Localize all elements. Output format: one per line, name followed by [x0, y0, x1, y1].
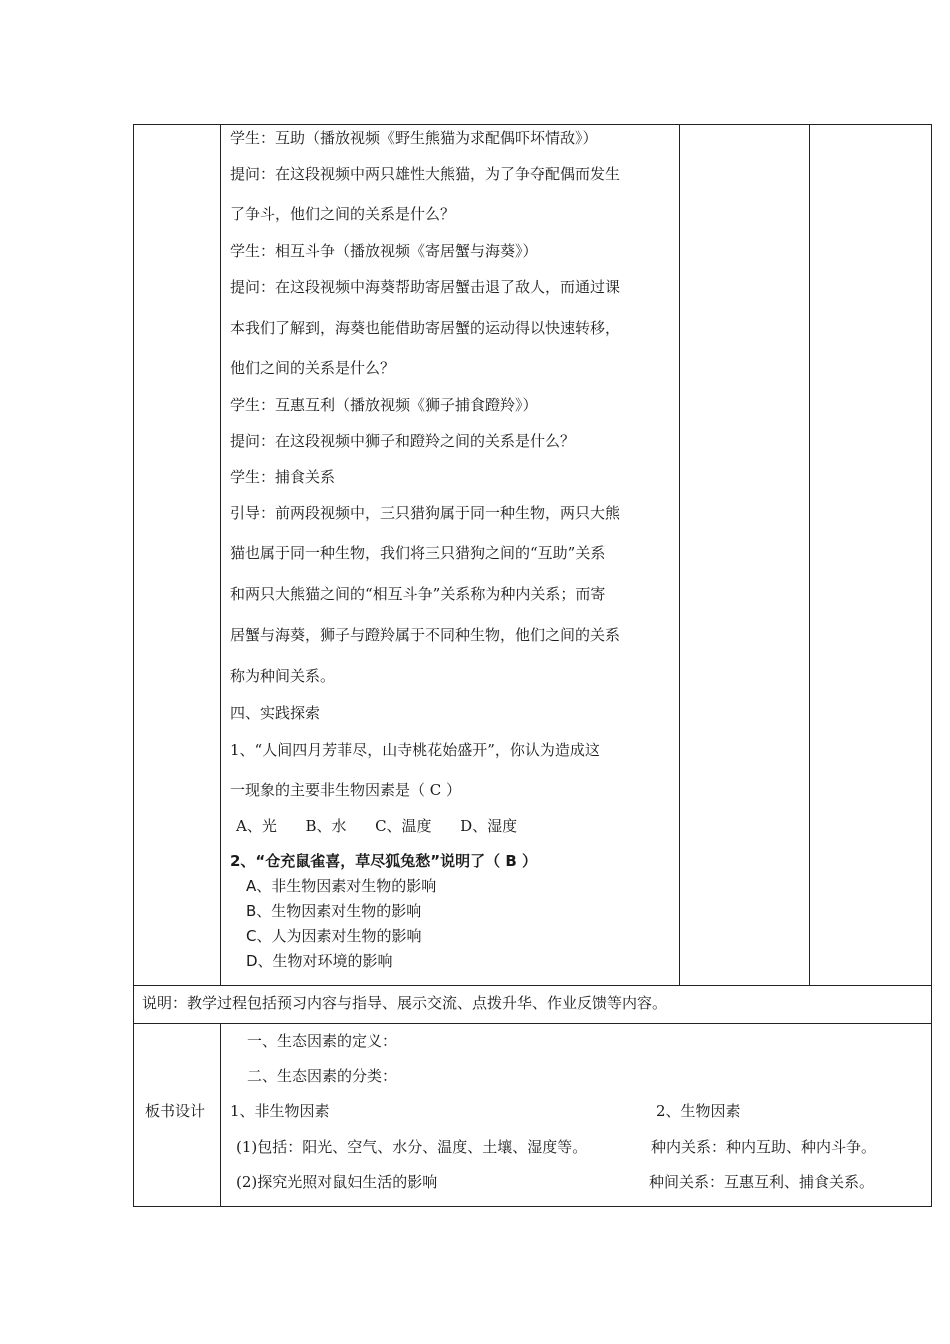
main-line-4: 学生：相互斗争（播放视频《寄居蟹与海葵》） [230, 242, 538, 260]
main-line-1: 学生：互助（播放视频《野生熊猫为求配偶吓坏情敌》） [230, 129, 598, 147]
board-left-3: (2)探究光照对鼠妇生活的影响 [236, 1173, 438, 1191]
q2-option-c: C、人为因素对生物的影响 [246, 927, 422, 945]
main-line-10: 学生：捕食关系 [230, 468, 336, 486]
q2-stem: 2、“仓充鼠雀喜，草尽狐兔愁”说明了（ B ） [230, 852, 538, 870]
row-divider-note-bottom [133, 1023, 932, 1024]
table-right-border [931, 124, 932, 1207]
q2-option-b: B、生物因素对生物的影响 [246, 902, 422, 920]
main-line-2: 提问：在这段视频中两只雄性大熊猫，为了争夺配偶而发生 [230, 165, 621, 183]
table-top-border [133, 124, 932, 125]
board-right-3: 种间关系：互惠互利、捕食关系。 [649, 1173, 875, 1191]
col-divider-1-board [220, 1023, 221, 1207]
q1-stem-line-2: 一现象的主要非生物因素是（ C ） [230, 781, 462, 799]
board-line-1: 一、生态因素的定义： [247, 1032, 398, 1050]
table-left-border [133, 124, 134, 1207]
section-heading: 四、实践探索 [230, 704, 321, 722]
main-line-15: 称为种间关系。 [230, 667, 336, 685]
main-line-8: 学生：互惠互利（播放视频《狮子捕食蹬羚》） [230, 396, 538, 414]
table-bottom-border [133, 1206, 932, 1207]
col-divider-1 [220, 124, 221, 986]
board-left-1: 1、非生物因素 [230, 1102, 330, 1120]
main-line-6: 本我们了解到，海葵也能借助寄居蟹的运动得以快速转移， [230, 319, 621, 337]
main-line-12: 猫也属于同一种生物，我们将三只猎狗之间的“互助”关系 [230, 544, 606, 562]
row-divider-note-top [133, 985, 932, 986]
board-line-2: 二、生态因素的分类： [247, 1067, 398, 1085]
board-left-2: (1)包括：阳光、空气、水分、温度、土壤、湿度等。 [236, 1138, 588, 1156]
col-divider-2 [679, 124, 680, 986]
q2-option-d: D、生物对环境的影响 [246, 952, 393, 970]
q2-option-a: A、非生物因素对生物的影响 [246, 877, 437, 895]
main-line-3: 了争斗，他们之间的关系是什么？ [230, 205, 456, 223]
main-line-11: 引导：前两段视频中，三只猎狗属于同一种生物，两只大熊 [230, 504, 621, 522]
main-line-14: 居蟹与海葵，狮子与蹬羚属于不同种生物，他们之间的关系 [230, 626, 621, 644]
main-line-13: 和两只大熊猫之间的“相互斗争”关系称为种内关系；而寄 [230, 585, 606, 603]
main-line-5: 提问：在这段视频中海葵帮助寄居蟹击退了敌人，而通过课 [230, 278, 621, 296]
board-right-2: 种内关系：种内互助、种内斗争。 [651, 1138, 877, 1156]
q1-stem-line-1: 1、“人间四月芳菲尽，山寺桃花始盛开”，你认为造成这 [230, 741, 600, 759]
main-line-9: 提问：在这段视频中狮子和蹬羚之间的关系是什么？ [230, 432, 576, 450]
note-text: 说明：教学过程包括预习内容与指导、展示交流、点拨升华、作业反馈等内容。 [142, 994, 668, 1012]
col-divider-3 [809, 124, 810, 986]
q1-options: A、光 B、水 C、温度 D、湿度 [236, 817, 518, 835]
board-right-1: 2、生物因素 [656, 1102, 741, 1120]
board-label: 板书设计 [145, 1102, 206, 1120]
main-line-7: 他们之间的关系是什么？ [230, 359, 396, 377]
